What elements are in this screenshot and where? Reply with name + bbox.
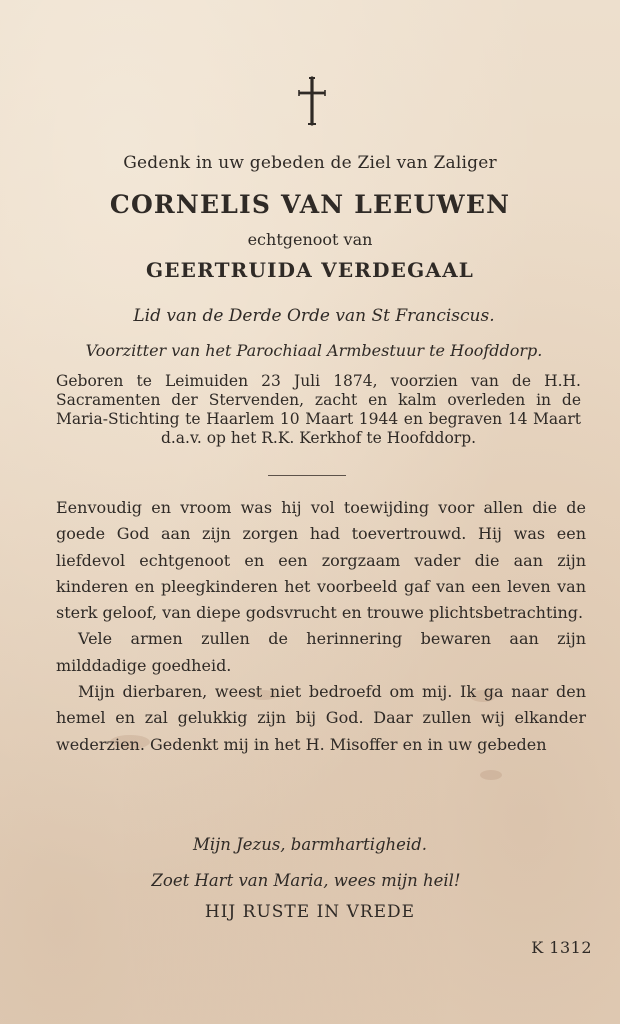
divider — [268, 475, 346, 476]
biography: Geboren te Leimuiden 23 Juli 1874, voorzien van de H.H. Sacramenten der Stervenden, zacht en kalm overleden in de Maria-Stichting te Haarlem 10 Maart 1944 en begraven 14 Maart d.a.v. op het R.K. Kerkhof te Hoofddorp. — [56, 372, 581, 447]
stain-mark — [480, 770, 502, 780]
eulogy-paragraph: Mijn dierbaren, weest niet bedroefd om mij. Ik ga naar den hemel en zal gelukkig zijn bij God. Daar zullen wij elkander wederzien. Gedenkt mij in het H. Misoffer en in uw gebeden — [56, 682, 586, 754]
cross-icon — [296, 76, 328, 126]
eulogy-paragraph: Eenvoudig en vroom was hij vol toewijding voor allen die de goede God aan zijn zorgen had toevertrouwd. Hij was een liefdevol echtgenoot en een zorgzaam vader die aan zijn kinderen en pleegkinderen het voorbeeld gaf van een leven van sterk geloof, van diepe godsvrucht en trouwe plichtsbetrachting. — [56, 498, 586, 623]
spouse-name: GEERTRUIDA VERDEGAAL — [145, 258, 475, 282]
eulogy-paragraph: Vele armen zullen de herinnering bewaren aan zijn milddadige goedheid. — [56, 629, 586, 675]
prayer-line: Zoet Hart van Maria, wees mijn heil! — [151, 871, 461, 890]
remembrance-intro: Gedenk in uw gebeden de Ziel van Zaliger — [123, 153, 497, 173]
eulogy-text — [56, 495, 586, 758]
rest-in-peace: HIJ RUSTE IN VREDE — [204, 902, 416, 922]
prayer-line: Mijn Jezus, barmhartigheid. — [192, 835, 428, 854]
order-membership: Lid van de Derde Orde van St Franciscus. — [133, 306, 495, 326]
role-line: Voorzitter van het Parochiaal Armbestuur te Hoofddorp. — [85, 341, 543, 360]
print-code: K 1312 — [531, 938, 592, 957]
deceased-name: CORNELIS VAN LEEUWEN — [109, 190, 511, 219]
spouse-intro: echtgenoot van — [247, 230, 373, 249]
